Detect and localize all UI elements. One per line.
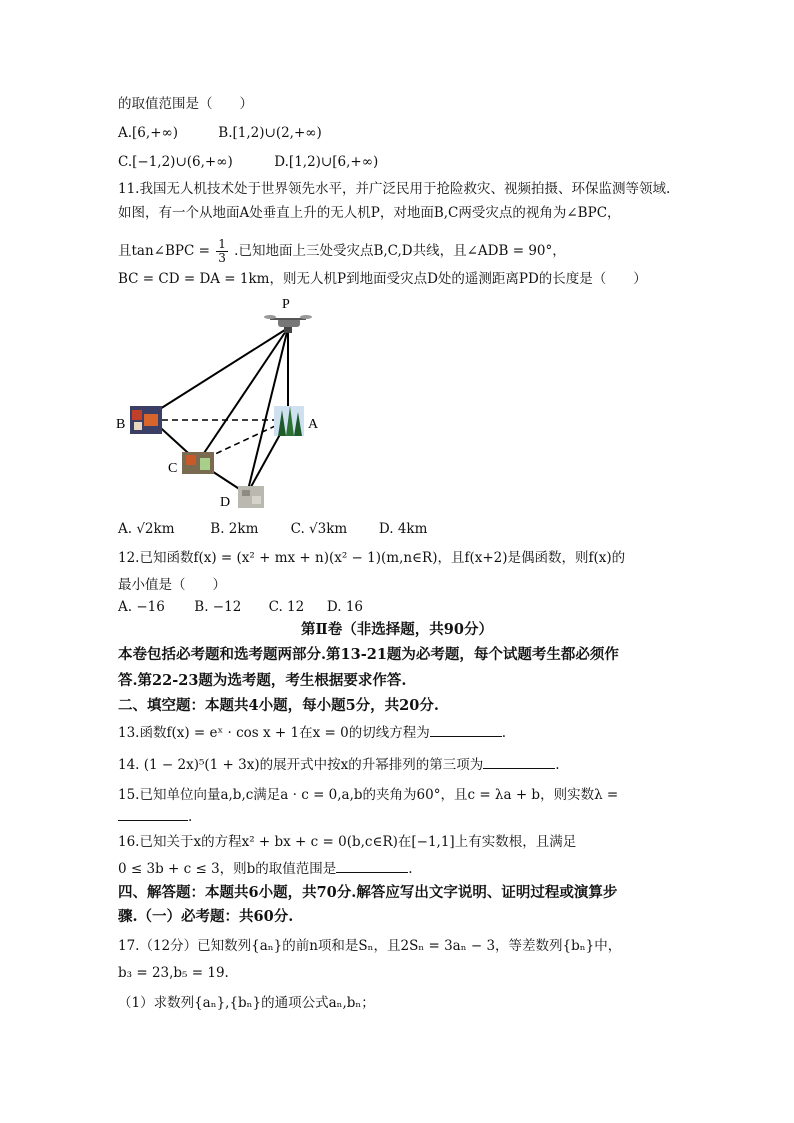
q11-option-c: C. √3km [290, 521, 348, 537]
q13-stem: 13.函数f(x) = eˣ · cos x + 1在x = 0的切线方程为 [118, 725, 430, 741]
q12-option-d: D. 16 [326, 599, 363, 615]
q12-option-b: B. −12 [194, 599, 242, 615]
q16-line1: 16.已知关于x的方程x² + bx + c = 0(b,c∈R)在[−1,1]上有实数根，且满足 [118, 834, 577, 850]
section-solve-heading-line2: 骤.（一）必考题：共60分. [118, 908, 294, 925]
q11-line3-post: .已知地面上三处受灾点B,C,D共线，且∠ADB = 90°， [234, 243, 566, 259]
q17-part1: （1）求数列{aₙ},{bₙ}的通项公式aₙ,bₙ； [118, 995, 375, 1011]
site-a-photo [274, 406, 304, 436]
q12-option-a: A. −16 [118, 599, 165, 615]
q10-option-a: A.[6,+∞) [118, 125, 179, 141]
label-D: D [220, 495, 231, 510]
q11-line3-pre: 且tan∠BPC = [118, 243, 210, 259]
label-P: P [282, 297, 290, 312]
q16-answer-blank[interactable] [336, 860, 408, 873]
segment-PC [198, 328, 288, 462]
q11-line3 [118, 238, 566, 265]
q16-end: . [408, 861, 413, 877]
q11-option-b: B. 2km [210, 521, 259, 537]
drone-diagram [110, 292, 340, 514]
site-d-photo [238, 486, 264, 508]
q10-option-b: B.[1,2)∪(2,+∞) [218, 125, 322, 141]
q10-stem-tail: 的取值范围是（ ） [118, 96, 253, 112]
q14-end: . [555, 757, 560, 773]
q14-stem: 14. (1 − 2x)⁵(1 + 3x)的展开式中按x的升幂排列的第三项为 [118, 757, 484, 773]
q17-line2: b₃ = 23,b₅ = 19. [118, 965, 229, 981]
part2-intro-line2: 答.第22-23题为选考题，考生根据要求作答. [118, 672, 407, 689]
q10-options-row1 [118, 124, 322, 142]
q16-line2 [118, 860, 413, 878]
segment-PB [152, 328, 288, 414]
drone-icon [264, 315, 312, 333]
q14 [118, 756, 560, 774]
q15-answer-blank[interactable] [118, 808, 188, 821]
q17-line1: 17.（12分）已知数列{aₙ}的前n项和是Sₙ，且2Sₙ = 3aₙ − 3，等差数列{bₙ}中， [118, 938, 622, 954]
q11-line1: 11.我国无人机技术处于世界领先水平，并广泛民用于抢险救灾、视频拍摄、环保监测等领域. [118, 181, 671, 197]
label-C: C [168, 461, 178, 476]
label-A: A [308, 417, 319, 432]
q15-line1: 15.已知单位向量a,b,c满足a · c = 0,a,b的夹角为60°，且c = λa + b，则实数λ = [118, 787, 619, 803]
q13-answer-blank[interactable] [430, 724, 502, 737]
q10-option-c: C.[−1,2)∪(6,+∞) [118, 154, 233, 170]
q13 [118, 724, 506, 742]
q16-stem: 0 ≤ 3b + c ≤ 3，则b的取值范围是 [118, 861, 337, 877]
section-solve-heading-line1: 四、解答题：本题共6小题，共70分.解答应写出文字说明、证明过程或演算步 [118, 884, 618, 901]
q11-fraction-den: 3 [218, 251, 226, 265]
site-b-photo [130, 406, 162, 434]
label-B: B [116, 417, 126, 432]
q10-options-row2 [118, 153, 378, 171]
q11-option-d: D. 4km [378, 521, 428, 537]
q10-option-d: D.[1,2)∪[6,+∞) [274, 154, 379, 170]
part2-title: 第Ⅱ卷（非选择题，共90分） [301, 621, 493, 638]
q11-fraction-num: 1 [218, 237, 226, 251]
q11-fraction [216, 238, 228, 265]
part2-intro-line1: 本卷包括必考题和选考题两部分.第13-21题为必考题，每个试题考生都必须作 [118, 646, 619, 663]
q11-options [118, 520, 427, 538]
site-c-photo [182, 452, 214, 474]
q12-options [118, 598, 363, 616]
q12-option-c: C. 12 [268, 599, 305, 615]
q12-line1: 12.已知函数f(x) = (x² + mx + n)(x² − 1)(m,n∈R)，且f(x+2)是偶函数，则f(x)的 [118, 550, 626, 566]
section-fill-blank-heading: 二、填空题：本题共4小题，每小题5分，共20分. [118, 697, 439, 714]
q11-line4: BC = CD = DA = 1km，则无人机P到地面受灾点D处的遥测距离PD的长度是（ ） [118, 271, 647, 287]
q11-option-a: A. √2km [118, 521, 175, 537]
q11-line2: 如图，有一个从地面A处垂直上升的无人机P，对地面B,C两受灾点的视角为∠BPC， [118, 205, 621, 221]
q13-end: . [501, 725, 506, 741]
q15-line2 [118, 808, 192, 826]
q14-answer-blank[interactable] [483, 756, 555, 769]
q12-line2: 最小值是（ ） [118, 577, 226, 593]
q15-end: . [188, 809, 193, 825]
